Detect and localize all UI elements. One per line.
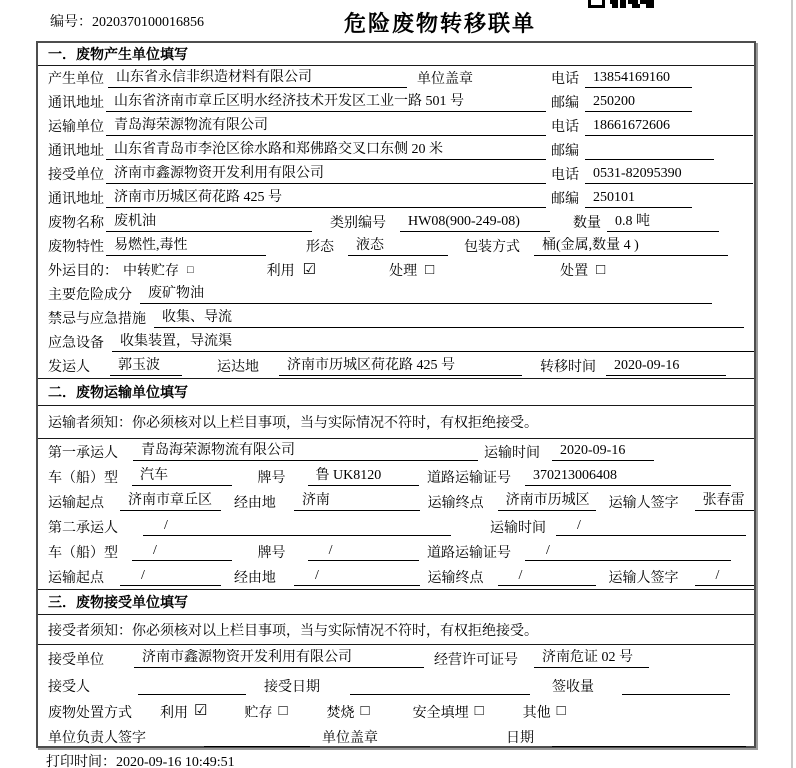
disposal-option-label: 焚烧 [326, 705, 355, 721]
addr1-label: 通讯地址 [48, 96, 104, 111]
print-time-value: 2020-09-16 10:49:51 [116, 755, 235, 768]
waste-name-label: 废物名称 [48, 216, 104, 231]
transfer-date-field: 2020-09-16 [606, 357, 726, 376]
disposal-option-label: 贮存 [244, 705, 273, 721]
producer-row [38, 66, 754, 90]
license2-field: / [525, 542, 731, 561]
destination-label: 运达地 [217, 360, 259, 375]
plate2-label: 牌号 [257, 545, 286, 561]
via1-label: 经由地 [233, 495, 276, 511]
qr-code-fragment-icon [588, 0, 656, 9]
permit-field: 济南危证 02 号 [534, 649, 649, 668]
utilize-checkbox: ☑ [302, 261, 317, 278]
incinerate-checkbox: □ [360, 703, 370, 719]
waste-character-row [38, 234, 754, 258]
vehicle2-row [38, 539, 754, 564]
sign2-field: / [695, 567, 754, 586]
license1-field: 370213006408 [525, 467, 731, 486]
sign2-label: 运输人签字 [608, 570, 679, 586]
quantity-label: 数量 [573, 216, 601, 231]
zip1-field: 250200 [585, 93, 692, 112]
disposal-option-label: 其他 [522, 705, 551, 721]
acceptor-row [38, 672, 754, 699]
transfer-date-label: 转移时间 [540, 360, 596, 375]
carrier2-label: 第二承运人 [48, 520, 118, 536]
phone2-label: 电话 [551, 120, 579, 135]
character-label: 废物特性 [48, 240, 104, 255]
sign1-field: 张春雷 [695, 492, 754, 511]
phone3-field: 0531-82095390 [585, 165, 753, 184]
carrier2-field: / [143, 517, 451, 536]
serial-value: 2020370100016856 [92, 15, 204, 30]
date-field [552, 728, 746, 747]
license2-label: 道路运输证号 [427, 545, 512, 561]
vehicle1-label: 车（船）型 [48, 470, 118, 486]
received-qty-label: 签收量 [552, 679, 594, 695]
zip3-label: 邮编 [551, 192, 579, 207]
license1-label: 道路运输证号 [427, 470, 511, 486]
accept-unit-row [38, 645, 754, 672]
origin2-field: / [120, 567, 221, 586]
vehicle1-field: 汽车 [132, 467, 232, 486]
phone1-label: 电话 [551, 72, 579, 87]
origin1-field: 济南市章丘区 [120, 492, 221, 511]
disposal-label: 废物处置方式 [48, 705, 132, 721]
print-time-label: 打印时间： [46, 755, 116, 768]
zip2-label: 邮编 [551, 144, 579, 159]
hazard-label: 主要危险成分 [48, 288, 132, 303]
via1-field: 济南 [294, 492, 420, 511]
end2-field: / [498, 567, 596, 586]
carrier-notice-text: 运输者须知：你必须核对以上栏目事项，当与实际情况不符时，有权拒绝接受。 [48, 416, 538, 431]
phone1-field: 13854169160 [585, 69, 692, 88]
unit-head-sign-row [38, 724, 754, 750]
receiver-label: 接受单位 [48, 168, 104, 183]
section1-heading: 一．废物产生单位填写 [38, 43, 754, 66]
permit-label: 经营许可证号 [434, 652, 518, 668]
waste-name-field: 废机油 [106, 213, 312, 232]
unit-seal-label: 单位盖章 [417, 72, 473, 87]
transit-storage-checkbox: □ [187, 263, 194, 276]
shipper-row [38, 354, 754, 378]
section2-heading: 二．废物运输单位填写 [38, 378, 754, 406]
taboo-label: 禁忌与应急措施 [48, 312, 146, 327]
addr3-field: 济南市历城区荷花路 425 号 [106, 189, 546, 208]
acceptor-field [138, 676, 246, 695]
category-field: HW08(900-249-08) [400, 213, 550, 232]
category-label: 类别编号 [330, 216, 386, 231]
accept-unit-label: 接受单位 [48, 652, 104, 668]
emergency-measures-row [38, 306, 754, 330]
producer-address-row [38, 90, 754, 114]
carrier1-label: 第一承运人 [48, 445, 118, 461]
phone3-label: 电话 [551, 168, 579, 183]
shipper-label: 发运人 [48, 360, 90, 375]
carrier1-field: 青岛海荣源物流有限公司 [133, 442, 478, 461]
packing-label: 包装方式 [464, 240, 520, 255]
end2-label: 运输终点 [427, 570, 484, 586]
origin2-label: 运输起点 [48, 570, 104, 586]
receiver-field: 济南市鑫源物资开发利用有限公司 [106, 165, 546, 184]
form-field: 液态 [348, 237, 448, 256]
head-sign-field [204, 728, 310, 747]
equipment-label: 应急设备 [48, 336, 104, 351]
origin1-label: 运输起点 [48, 495, 104, 511]
packing-field: 桶(金属,数量 4 ) [534, 237, 728, 256]
vehicle2-label: 车（船）型 [48, 545, 118, 561]
receiver-address-row [38, 186, 754, 210]
addr2-field: 山东省青岛市李沧区徐水路和郑佛路交叉口东侧 20 米 [106, 141, 546, 160]
hazard-component-row [38, 282, 754, 306]
other-checkbox: □ [556, 703, 566, 719]
end1-label: 运输终点 [427, 495, 484, 511]
addr2-label: 通讯地址 [48, 144, 104, 159]
dispose-checkbox: □ [596, 261, 606, 278]
plate2-field: / [308, 542, 419, 561]
taboo-field: 收集、导流 [154, 309, 744, 328]
landfill-checkbox: □ [474, 703, 484, 719]
zip2-field [585, 141, 714, 160]
transporter-row [38, 114, 754, 138]
shipper-field: 郭玉波 [110, 357, 182, 376]
hazard-field: 废矿物油 [140, 285, 712, 304]
time1-field: 2020-09-16 [552, 442, 654, 461]
end1-field: 济南市历城区 [498, 492, 596, 511]
utilize2-checkbox: ☑ [194, 703, 208, 719]
receiver-row [38, 162, 754, 186]
emergency-equipment-row [38, 330, 754, 354]
unit-seal2-label: 单位盖章 [322, 731, 378, 746]
vehicle1-row [38, 464, 754, 489]
storage-checkbox: □ [278, 703, 288, 719]
time2-label: 运输时间 [490, 520, 546, 536]
purpose-label: 外运目的： [48, 264, 118, 279]
accept-unit-field: 济南市鑫源物资开发利用有限公司 [134, 649, 424, 668]
time2-field: / [556, 517, 746, 536]
print-time [46, 751, 235, 768]
date-label: 日期 [506, 731, 534, 746]
equipment-field: 收集装置，导流渠 [112, 333, 754, 352]
plate1-field: 鲁 UK8120 [308, 467, 419, 486]
acceptor-notice-row [38, 615, 754, 645]
accept-date-field [350, 676, 530, 695]
zip3-field: 250101 [585, 189, 692, 208]
via2-label: 经由地 [233, 570, 276, 586]
addr1-field: 山东省济南市章丘区明水经济技术开发区工业一路 501 号 [106, 93, 546, 112]
time1-label: 运输时间 [484, 445, 540, 461]
waste-name-row [38, 210, 754, 234]
purpose-option-label: 中转贮存 [123, 264, 179, 279]
accept-date-label: 接受日期 [264, 679, 320, 695]
producer-label: 产生单位 [48, 72, 104, 87]
manifest-form-table [36, 41, 756, 748]
sign1-label: 运输人签字 [608, 495, 679, 511]
disposal-option-label: 利用 [160, 705, 188, 721]
treat-checkbox: □ [425, 261, 435, 278]
received-qty-field [622, 676, 730, 695]
route2-row [38, 564, 754, 589]
transporter-field: 青岛海荣源物流有限公司 [106, 117, 546, 136]
purpose-option-label: 利用 [266, 264, 295, 279]
head-sign-label: 单位负责人签字 [48, 731, 146, 746]
via2-field: / [294, 567, 420, 586]
transfer-purpose-row [38, 258, 754, 282]
quantity-field: 0.8 吨 [607, 213, 719, 232]
purpose-option-label: 处理 [389, 264, 418, 279]
disposal-method-row [38, 699, 754, 724]
route1-row [38, 489, 754, 514]
second-carrier-row [38, 514, 754, 539]
plate1-label: 牌号 [257, 470, 286, 486]
destination-field: 济南市历城区荷花路 425 号 [279, 357, 522, 376]
purpose-option-label: 处置 [560, 264, 589, 279]
page-edge-line [791, 0, 793, 768]
section3-heading: 三．废物接受单位填写 [38, 589, 754, 615]
transporter-address-row [38, 138, 754, 162]
transporter-label: 运输单位 [48, 120, 104, 135]
phone2-field: 18661672606 [585, 117, 753, 136]
character-field: 易燃性,毒性 [106, 237, 266, 256]
first-carrier-row [38, 439, 754, 464]
form-label: 形态 [306, 240, 334, 255]
page-title: 危险废物转移联单 [343, 11, 536, 36]
serial-label: 编号： [50, 15, 92, 30]
vehicle2-field: / [132, 542, 232, 561]
addr3-label: 通讯地址 [48, 192, 104, 207]
producer-field: 山东省永信非织造材料有限公司 [108, 69, 407, 88]
disposal-option-label: 安全填埋 [412, 705, 469, 721]
zip1-label: 邮编 [551, 96, 579, 111]
acceptor-label: 接受人 [48, 679, 90, 695]
carrier-notice-row [38, 406, 754, 439]
acceptor-notice-text: 接受者须知：你必须核对以上栏目事项，当与实际情况不符时，有权拒绝接受。 [48, 623, 538, 639]
